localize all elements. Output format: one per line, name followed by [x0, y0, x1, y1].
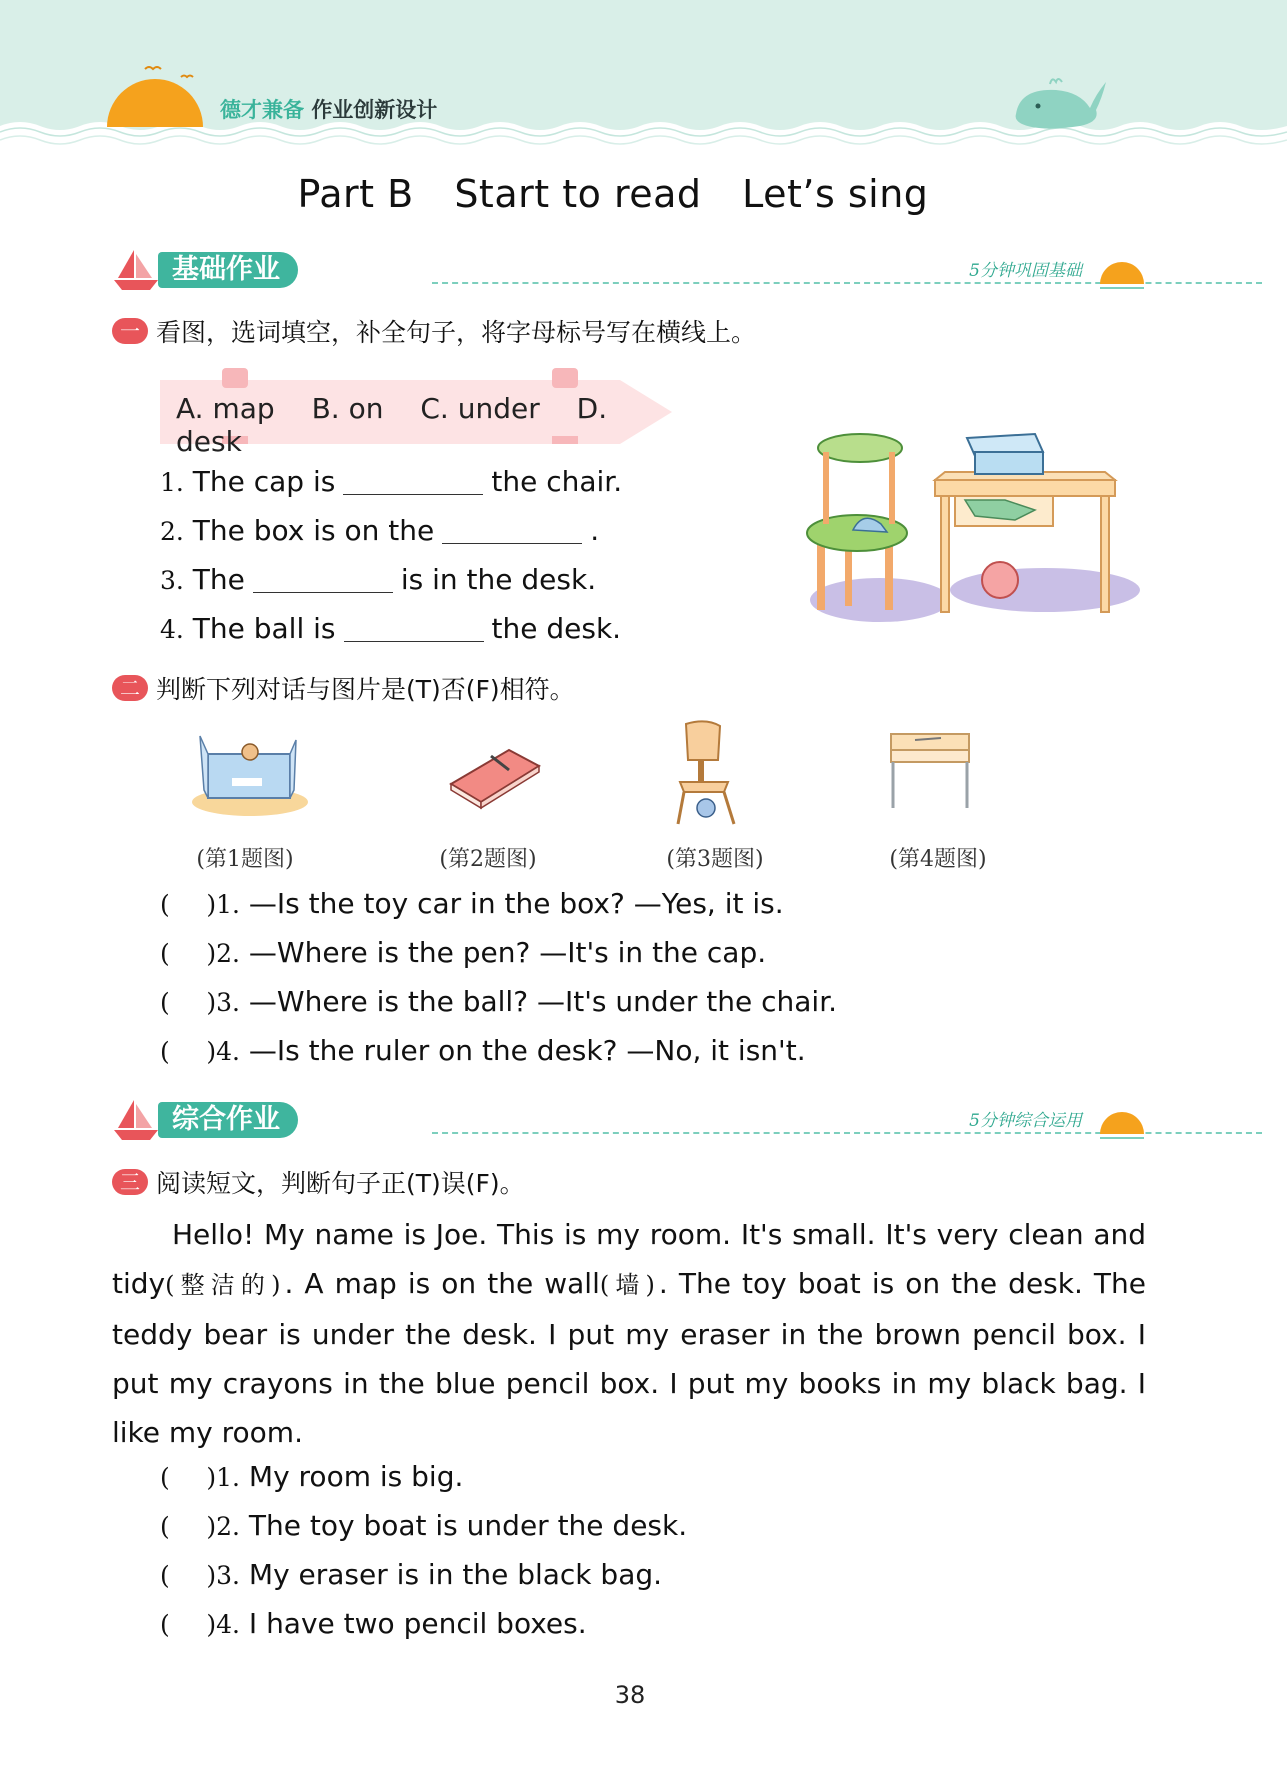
q3-item-2: ( )2. The toy boat is under the desk.: [160, 1506, 687, 1546]
question-3-instruction: [112, 1166, 525, 1202]
brand-dark-text: 作业创新设计: [311, 98, 438, 122]
answer-paren[interactable]: ( )1.: [160, 1463, 240, 1492]
q2-caption-4: (第4题图): [889, 847, 987, 872]
answer-blank[interactable]: [253, 564, 393, 593]
boat-icon: [112, 248, 160, 292]
q3-item-1: ( )1. My room is big.: [160, 1457, 463, 1497]
brand-green-text: 德才兼备: [220, 98, 304, 122]
question-2-text: 判断下列对话与图片是(T)否(F)相符。: [156, 675, 575, 704]
section-label-basic: 基础作业: [158, 252, 298, 288]
q1-item-2: 2. The box is on the .: [160, 514, 600, 547]
title-sing: Let’s sing: [742, 172, 929, 216]
question-2-badge: 二: [112, 675, 148, 701]
gloss-tidy: (整洁的): [165, 1271, 285, 1299]
question-1-instruction: [112, 315, 756, 351]
answer-blank[interactable]: [344, 613, 484, 642]
q2-image-2-book: [445, 740, 545, 810]
whale-icon: [1010, 74, 1110, 132]
word-bank-options: [176, 392, 670, 458]
reading-passage: Hello! My name is Joe. This is my room. It's small. It's very clean and tidy(整洁的). A map is on the wall(墙). The toy boat is on the desk. The teddy bear is under the desk. I put my eraser in the brown pencil box. I put my crayons in the blue pencil box. I put my books in my black bag. I like my room.: [112, 1218, 1147, 1449]
answer-paren[interactable]: ( )2.: [160, 1512, 240, 1541]
q2-image-3-chair: [670, 720, 750, 830]
option-c: C. under: [420, 392, 540, 425]
section-hint-comprehensive: 5分钟综合运用: [969, 1111, 1082, 1131]
section-hint-basic: 5分钟巩固基础: [969, 261, 1082, 281]
title-read: Start to read: [454, 172, 702, 216]
section-banner-comprehensive: [112, 1098, 1152, 1142]
q2-caption-3: (第3题图): [666, 847, 764, 872]
q2-item-4: ( )4. —Is the ruler on the desk? —No, it isn't.: [160, 1031, 806, 1071]
answer-paren[interactable]: ( )3.: [160, 988, 240, 1017]
option-d: D. desk: [176, 392, 608, 458]
brand-title: [220, 94, 437, 124]
boat-icon: [112, 1098, 160, 1142]
question-2-instruction: [112, 672, 575, 708]
page-number: 38: [614, 1681, 646, 1709]
gloss-wall: (墙): [599, 1271, 659, 1299]
section-label-comprehensive: 综合作业: [158, 1102, 298, 1138]
q2-image-4-desk: [885, 730, 975, 810]
answer-paren[interactable]: ( )3.: [160, 1561, 240, 1590]
question-3-badge: 三: [112, 1169, 148, 1195]
answer-blank[interactable]: [442, 515, 582, 544]
question-1-text: 看图，选词填空，补全句子，将字母标号写在横线上。: [156, 318, 757, 347]
q2-caption-1: (第1题图): [196, 847, 294, 872]
q1-item-1: 1. The cap is the chair.: [160, 465, 623, 498]
answer-paren[interactable]: ( )4.: [160, 1610, 240, 1639]
q1-item-4: 4. The ball is the desk.: [160, 612, 622, 645]
sun-icon: [1094, 1106, 1152, 1142]
chair-desk-illustration: [805, 430, 1150, 630]
sun-icon: [105, 65, 205, 127]
q2-item-1: ( )1. —Is the toy car in the box? —Yes, it is.: [160, 884, 784, 924]
q2-item-3: ( )3. —Where is the ball? —It's under the chair.: [160, 982, 837, 1022]
q2-item-2: ( )2. —Where is the pen? —It's in the cap.: [160, 933, 766, 973]
q2-image-1-box: [190, 730, 310, 820]
sun-icon: [1094, 256, 1152, 292]
option-b: B. on: [311, 392, 384, 425]
section-banner-basic: [112, 248, 1152, 292]
q2-caption-2: (第2题图): [439, 847, 537, 872]
answer-blank[interactable]: [343, 466, 483, 495]
word-bank: [160, 392, 670, 456]
question-1-badge: 一: [112, 318, 148, 344]
option-a: A. map: [176, 392, 275, 425]
answer-paren[interactable]: ( )2.: [160, 939, 240, 968]
page-title: [0, 172, 1226, 216]
answer-paren[interactable]: ( )4.: [160, 1037, 240, 1066]
answer-paren[interactable]: ( )1.: [160, 890, 240, 919]
q1-item-3: 3. The is in the desk.: [160, 563, 597, 596]
q3-item-3: ( )3. My eraser is in the black bag.: [160, 1555, 662, 1595]
title-part: Part B: [297, 172, 414, 216]
q3-item-4: ( )4. I have two pencil boxes.: [160, 1604, 587, 1644]
question-3-text: 阅读短文，判断句子正(T)误(F)。: [156, 1169, 525, 1198]
